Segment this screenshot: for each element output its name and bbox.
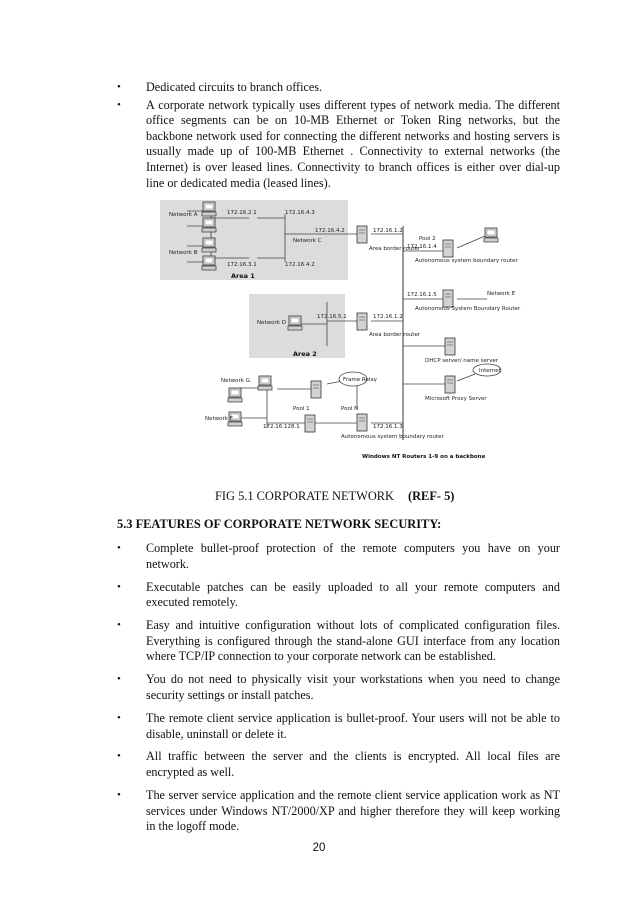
bullet-text: You do not need to physically visit your workstations when you need to change security settings or install patches.: [146, 672, 560, 702]
area-title: Area 1: [231, 272, 255, 280]
ip-label: 172.16.4.2: [315, 228, 345, 234]
features-bullet-list: [117, 541, 560, 842]
area-title: Area 2: [293, 350, 317, 358]
ip-label: 172.16.128.1: [263, 424, 300, 430]
bullet-text: Complete bullet-proof protection of the remote computers you have on your network.: [146, 541, 560, 571]
router-label: Autonomous system boundary router: [415, 258, 518, 264]
list-item: [117, 618, 560, 665]
router-label: Autonomous system boundary router: [341, 434, 444, 440]
caption-text: FIG 5.1 CORPORATE NETWORK: [215, 489, 394, 503]
list-item: [117, 788, 560, 835]
pool-label: Pool 2: [419, 236, 436, 242]
ip-label: 172.16.3.1: [227, 262, 257, 268]
ip-label: 172.16.5.1: [317, 314, 347, 320]
page-number: 20: [312, 842, 326, 854]
list-item: [117, 98, 560, 192]
list-item: [117, 580, 560, 611]
area-label: Network C: [293, 238, 322, 244]
bullet-text: Easy and intuitive configuration without lots of complicated configuration files. Everything is configured through the stand-alone GUI interface from any location where TCP/IP connection to your corporate network can be established.: [146, 618, 560, 664]
bullet-text: The remote client service application is bullet-proof. Your users will not be able to disable, uninstall or delete it.: [146, 710, 560, 741]
section-heading: 5.3 FEATURES OF CORPORATE NETWORK SECURITY:: [117, 517, 442, 531]
bullet-text: The server service application and the remote client service application work as NT services under Windows NT/2000/XP and higher therefore they will keep working in the logoff mode.: [146, 788, 560, 834]
area-label: Network F: [205, 416, 233, 422]
area-label: Network E: [487, 291, 516, 297]
bullet-icon: •: [117, 619, 121, 632]
list-item: [117, 80, 560, 96]
intro-bullet-list: [117, 80, 560, 193]
backbone-label: Windows NT Routers 1-9 on a backbone: [362, 454, 486, 460]
router-label: Autonomous System Boundary Router: [415, 306, 521, 312]
area-label: Network G: [221, 378, 250, 384]
ip-label: 172.16.1.5: [407, 292, 437, 298]
server-label: DHCP server/ name server: [425, 358, 499, 364]
bullet-text: Dedicated circuits to branch offices.: [146, 80, 323, 94]
bullet-icon: •: [117, 81, 121, 93]
bullet-icon: •: [117, 789, 121, 802]
area-label: Network D: [257, 320, 286, 326]
area-label: Network A: [169, 212, 198, 218]
pool-label: Pool N: [341, 406, 359, 412]
bullet-icon: •: [117, 98, 121, 111]
ip-label: 172.16.1.2: [373, 314, 403, 320]
bullet-text: Executable patches can be easily uploaded to all your remote computers and executed remotely.: [146, 579, 560, 610]
pool-label: Pool 1: [293, 406, 310, 412]
bullet-icon: •: [117, 580, 121, 593]
cloud-label: Frame Relay: [343, 377, 377, 383]
list-item: [117, 541, 560, 572]
bullet-text: A corporate network typically uses different types of network media. The different office segments can be on 10-MB Ethernet or Token Ring networks, but the backbone network used for connecting the different networks and hosting servers is usually made up of 100-MB Ethernet . Connectivity to external networks (the Internet) is over leased lines. Connectivity to branch offices is either over dial-up line or dedicated media (leased lines).: [146, 97, 560, 190]
bullet-icon: •: [117, 750, 121, 763]
ip-label: 172.16.4.2: [285, 262, 315, 268]
bullet-text: All traffic between the server and the clients is encrypted. All local files are encrypted as well.: [146, 749, 560, 780]
list-item: [117, 711, 560, 742]
ip-label: 172.16.2.1: [227, 210, 257, 216]
ip-label: 172.16.4.3: [285, 210, 315, 216]
router-label: Area border router: [369, 246, 421, 252]
bullet-icon: •: [117, 542, 121, 554]
figure-caption: [215, 489, 454, 504]
ip-label: 172.16.1.3: [373, 424, 403, 430]
router-label: Area border router: [369, 332, 421, 338]
caption-reference: (REF- 5): [407, 489, 455, 503]
cloud-label: Internet: [479, 368, 501, 374]
ip-label: 172.16.1.2: [373, 228, 403, 234]
list-item: [117, 672, 560, 703]
bullet-icon: •: [117, 711, 121, 724]
bullet-icon: •: [117, 673, 121, 686]
area-label: Network B: [169, 250, 198, 256]
list-item: [117, 749, 560, 780]
ip-label: 172.16.1.4: [407, 244, 437, 250]
server-label: Microsoft Proxy Server: [425, 396, 487, 402]
corporate-network-diagram: [157, 196, 522, 466]
